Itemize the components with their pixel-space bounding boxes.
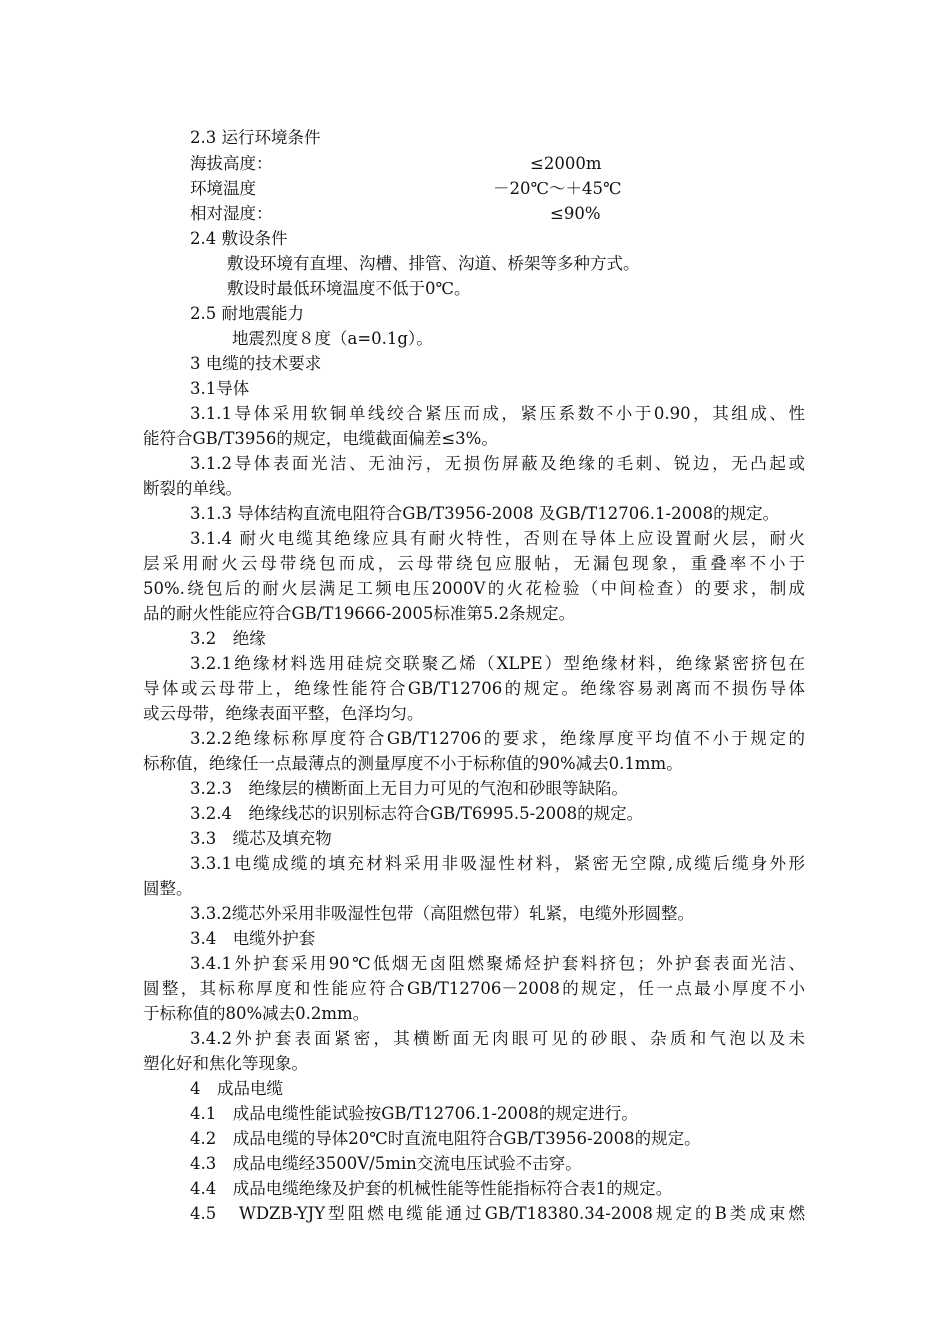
paragraph-line: 3.2.4 绝缘线芯的识别标志符合GB/T6995.5-2008的规定。 xyxy=(190,804,644,823)
paragraph-line: 于标称值的80%减去0.2mm。 xyxy=(143,1004,370,1023)
temperature-label: 环境温度 xyxy=(190,179,256,198)
paragraph-line: 4.4 成品电缆绝缘及护套的机械性能等性能指标符合表1的规定。 xyxy=(190,1179,673,1198)
paragraph-line: 3.2.2绝缘标称厚度符合GB/T12706的要求，绝缘厚度平均值不小于规定的 xyxy=(190,729,805,748)
paragraph-line: 3.3.1电缆成缆的填充材料采用非吸湿性材料，紧密无空隙,成缆后缆身外形 xyxy=(190,854,805,873)
paragraph-line: 4.3 成品电缆经3500V/5min交流电压试验不击穿。 xyxy=(190,1154,582,1173)
temperature-value: －20℃～＋45℃ xyxy=(493,179,622,198)
heading-2-3: 2.3 运行环境条件 xyxy=(190,128,321,147)
paragraph-line: 3.1.2导体表面光洁、无油污，无损伤屏蔽及绝缘的毛刺、锐边，无凸起或 xyxy=(190,454,805,473)
seismic-text: 地震烈度８度（a=0.1g）。 xyxy=(232,329,433,348)
altitude-label: 海拔高度： xyxy=(190,154,273,173)
paragraph-line: 导体或云母带上，绝缘性能符合GB/T12706的规定。绝缘容易剥离而不损伤导体 xyxy=(143,679,805,698)
paragraph-line: 4.5 WDZB-YJY型阻燃电缆能通过GB/T18380.34-2008规定的B类成束燃 xyxy=(190,1204,805,1223)
paragraph-line: 3.4.1外护套采用90℃低烟无卤阻燃聚烯烃护套料挤包；外护套表面光洁、 xyxy=(190,954,805,973)
paragraph-line: 品的耐火性能应符合GB/T19666-2005标准第5.2条规定。 xyxy=(143,604,576,623)
paragraph-line: 3.1.1导体采用软铜单线绞合紧压而成，紧压系数不小于0.90，其组成、性 xyxy=(190,404,805,423)
paragraph-line: 3.1.3 导体结构直流电阻符合GB/T3956-2008 及GB/T12706.1-2008的规定。 xyxy=(190,504,780,523)
humidity-label: 相对湿度： xyxy=(190,204,273,223)
paragraph-line: 或云母带，绝缘表面平整，色泽均匀。 xyxy=(143,704,424,723)
heading-3: 3 电缆的技术要求 xyxy=(190,354,322,373)
heading-3-1: 3.1导体 xyxy=(190,379,250,398)
paragraph-line: 3.3.2缆芯外采用非吸湿性包带（高阻燃包带）轧紧，电缆外形圆整。 xyxy=(190,904,694,923)
paragraph-line: 3.2.3 绝缘层的横断面上无目力可见的气泡和砂眼等缺陷。 xyxy=(190,779,628,798)
paragraph-line: 层采用耐火云母带绕包而成，云母带绕包应服帖，无漏包现象，重叠率不小于 xyxy=(143,554,805,573)
heading-3-3: 3.3 缆芯及填充物 xyxy=(190,829,332,848)
paragraph-line: 3.1.4 耐火电缆其绝缘应具有耐火特性，否则在导体上应设置耐火层，耐火 xyxy=(190,529,805,548)
laying-temperature-text: 敷设时最低环境温度不低于0℃。 xyxy=(227,279,471,298)
heading-3-4: 3.4 电缆外护套 xyxy=(190,929,316,948)
paragraph-line: 3.4.2外护套表面紧密，其横断面无肉眼可见的砂眼、杂质和气泡以及未 xyxy=(190,1029,805,1048)
paragraph-line: 4.2 成品电缆的导体20℃时直流电阻符合GB/T3956-2008的规定。 xyxy=(190,1129,701,1148)
heading-3-2: 3.2 绝缘 xyxy=(190,629,266,648)
laying-environment-text: 敷设环境有直埋、沟槽、排管、沟道、桥架等多种方式。 xyxy=(227,254,640,273)
altitude-value: ≤2000m xyxy=(530,154,602,173)
heading-4: 4 成品电缆 xyxy=(190,1079,283,1098)
paragraph-line: 50%.绕包后的耐火层满足工频电压2000V的火花检验（中间检查）的要求，制成 xyxy=(143,579,805,598)
paragraph-line: 塑化好和焦化等现象。 xyxy=(143,1054,308,1073)
paragraph-line: 3.2.1绝缘材料选用硅烷交联聚乙烯（XLPE）型绝缘材料，绝缘紧密挤包在 xyxy=(190,654,805,673)
humidity-value: ≤90% xyxy=(550,204,601,223)
paragraph-line: 圆整。 xyxy=(143,879,193,898)
paragraph-line: 断裂的单线。 xyxy=(143,479,242,498)
paragraph-line: 4.1 成品电缆性能试验按GB/T12706.1-2008的规定进行。 xyxy=(190,1104,638,1123)
heading-2-4: 2.4 敷设条件 xyxy=(190,229,288,248)
paragraph-line: 能符合GB/T3956的规定，电缆截面偏差≤3%。 xyxy=(143,429,498,448)
heading-2-5: 2.5 耐地震能力 xyxy=(190,304,304,323)
paragraph-line: 圆整，其标称厚度和性能应符合GB/T12706－2008的规定，任一点最小厚度不小 xyxy=(143,979,805,998)
paragraph-line: 标称值，绝缘任一点最薄点的测量厚度不小于标称值的90%减去0.1mm。 xyxy=(143,754,683,773)
